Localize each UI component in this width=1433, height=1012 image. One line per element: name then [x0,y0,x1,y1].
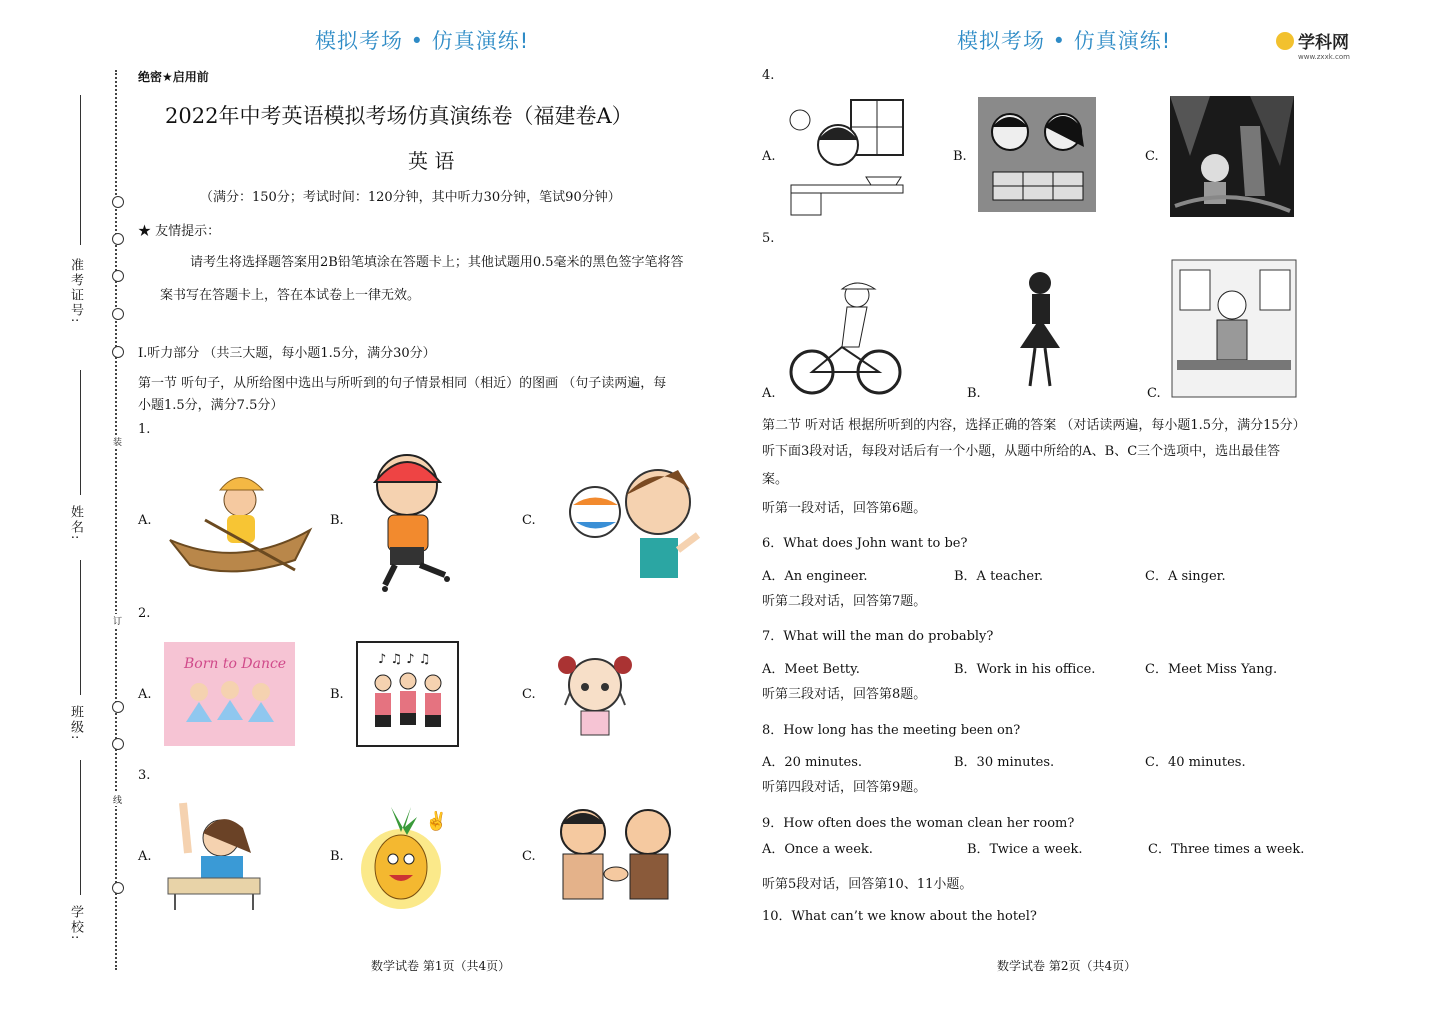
option-label[interactable]: A. [762,386,776,401]
q6-option-c[interactable]: C．A singer. [1145,569,1226,584]
option-label[interactable]: B. [967,386,981,401]
girl-walking-image [1010,268,1070,398]
dialog-3-intro: 听第三段对话，回答第8题。 [762,687,927,702]
binding-mark-ding: 订 [113,614,122,627]
q8-option-a[interactable]: A．20 minutes. [762,755,863,770]
option-label[interactable]: B. [953,149,967,164]
boy-roller-skating-image [355,447,465,595]
boy-volleyball-image [568,460,703,595]
logo-text: 学科网 [1298,33,1349,53]
q7-option-b[interactable]: B．Work in his office. [954,662,1096,677]
q6-option-b[interactable]: B．A teacher. [954,569,1044,584]
dialog-4-intro: 听第四段对话，回答第9题。 [762,780,927,795]
q8-option-b[interactable]: B．30 minutes. [954,755,1055,770]
binding-mark-xian: 线 [113,793,122,806]
part2-title: 第二节 听对话 根据所听到的内容，选择正确的答案 （对话读两遍，每小题1.5分，满分15分） [762,418,1306,433]
part2-desc-2: 案。 [762,472,789,487]
question-number: 3. [138,768,151,783]
banner-left: 模拟考场 • 仿真演练! [315,29,530,53]
svg-text:✌: ✌ [425,811,448,832]
part1-instruction-2: 小题1.5分，满分7.5分） [138,398,284,413]
subject-title: 英 语 [408,149,455,173]
girl-riding-bicycle-image [787,277,905,397]
q7-option-c[interactable]: C．Meet Miss Yang. [1145,662,1278,677]
banner-right: 模拟考场 • 仿真演练! [957,29,1172,53]
secret-label: 绝密★启用前 [138,70,209,84]
question-8: 8．How long has the meeting been on? [762,723,1021,738]
q6-option-a[interactable]: A．An engineer. [762,569,868,584]
footer-page-2: 数学试卷 第2页（共4页） [997,959,1137,973]
dialog-1-intro: 听第一段对话，回答第6题。 [762,501,927,516]
girls-ballet-dance-image [164,642,295,746]
label-school: 学校: [68,905,83,942]
option-label[interactable]: A. [762,149,776,164]
fill-line-class[interactable] [80,560,81,695]
binding-circle [112,308,124,320]
part2-desc-1: 听下面3段对话，每段对话后有一个小题，从题中所给的A、B、C三个选项中，选出最佳答 [762,444,1281,459]
tip-line-1: 请考生将选择题答案用2B铅笔填涂在答题卡上；其他试题用0.5毫米的黑色签字笔将答 [190,255,684,270]
option-label[interactable]: C. [1147,386,1161,401]
fill-line-name[interactable] [80,370,81,495]
option-label[interactable]: C. [522,687,536,702]
option-label[interactable]: C. [1145,149,1159,164]
binding-circle [112,882,124,894]
option-label[interactable]: C. [522,513,536,528]
q9-option-b[interactable]: B．Twice a week. [967,842,1083,857]
section-listening: I.听力部分 （共三大题，每小题1.5分，满分30分） [138,346,436,361]
binding-circle [112,233,124,245]
dialog-2-intro: 听第二段对话，回答第7题。 [762,594,927,609]
jungle-adventure-image [1170,96,1294,217]
option-label[interactable]: A. [138,687,152,702]
men-shaking-hands-image [548,802,683,912]
fill-line-exam-id[interactable] [80,95,81,245]
option-label[interactable]: B. [330,513,344,528]
site-logo [1276,28,1350,61]
binding-circle [112,346,124,358]
label-exam-id: 准考证号: [68,258,83,325]
option-label[interactable]: A. [138,849,152,864]
student-raising-hand-image [163,798,263,913]
girl-jumping-rope-image [545,645,645,745]
part1-instruction-1: 第一节 听句子，从所给图中选出与所听到的句子情景相同（相近）的图画 （句子读两遍，每 [138,376,667,391]
question-number: 2. [138,606,151,621]
option-label[interactable]: B. [330,849,344,864]
tip-label: ★ 友情提示： [138,224,221,239]
q9-option-c[interactable]: C．Three times a week. [1148,842,1305,857]
binding-circle [112,701,124,713]
tip-line-2: 案书写在答题卡上，答在本试卷上一律无效。 [160,288,421,303]
girl-on-subway-image [1172,260,1296,397]
label-name: 姓名: [68,505,83,542]
girls-singing-image [356,641,459,747]
option-label[interactable]: A. [138,513,152,528]
dialog-5-intro: 听第5段对话，回答第10、11小题。 [762,877,973,892]
question-9: 9．How often does the woman clean her room? [762,816,1075,831]
binding-circle [112,738,124,750]
q9-option-a[interactable]: A．Once a week. [762,842,873,857]
logo-icon [1276,32,1294,50]
question-6: 6．What does John want to be? [762,536,968,551]
boy-studying-at-desk-image [786,95,908,217]
kids-picnic-image [978,97,1096,212]
pineapple-character-image [357,797,448,915]
exam-title: 2022年中考英语模拟考场仿真演练卷（福建卷A） [165,104,633,128]
label-class: 班级: [68,705,83,742]
svg-text:♪ ♫ ♪ ♫: ♪ ♫ ♪ ♫ [378,652,431,667]
q8-option-c[interactable]: C．40 minutes. [1145,755,1246,770]
footer-page-1: 数学试卷 第1页（共4页） [371,959,511,973]
fill-line-school[interactable] [80,760,81,895]
question-7: 7．What will the man do probably? [762,629,994,644]
question-number-5: 5. [762,231,775,246]
q7-option-a[interactable]: A．Meet Betty. [762,662,860,677]
binding-mark-zhuang: 装 [113,435,122,448]
question-number-4: 4. [762,68,775,83]
svg-text:Born to Dance: Born to Dance [184,656,287,672]
option-label[interactable]: B. [330,687,344,702]
logo-url: www.zxxk.com [1298,53,1350,61]
exam-info: （满分：150分；考试时间：120分钟，其中听力30分钟，笔试90分钟） [200,190,621,205]
question-number: 1. [138,422,151,437]
binding-circle [112,196,124,208]
question-10: 10．What can’t we know about the hotel? [762,909,1037,924]
option-label[interactable]: C. [522,849,536,864]
boy-rowing-boat-image [165,465,315,575]
binding-circle [112,270,124,282]
